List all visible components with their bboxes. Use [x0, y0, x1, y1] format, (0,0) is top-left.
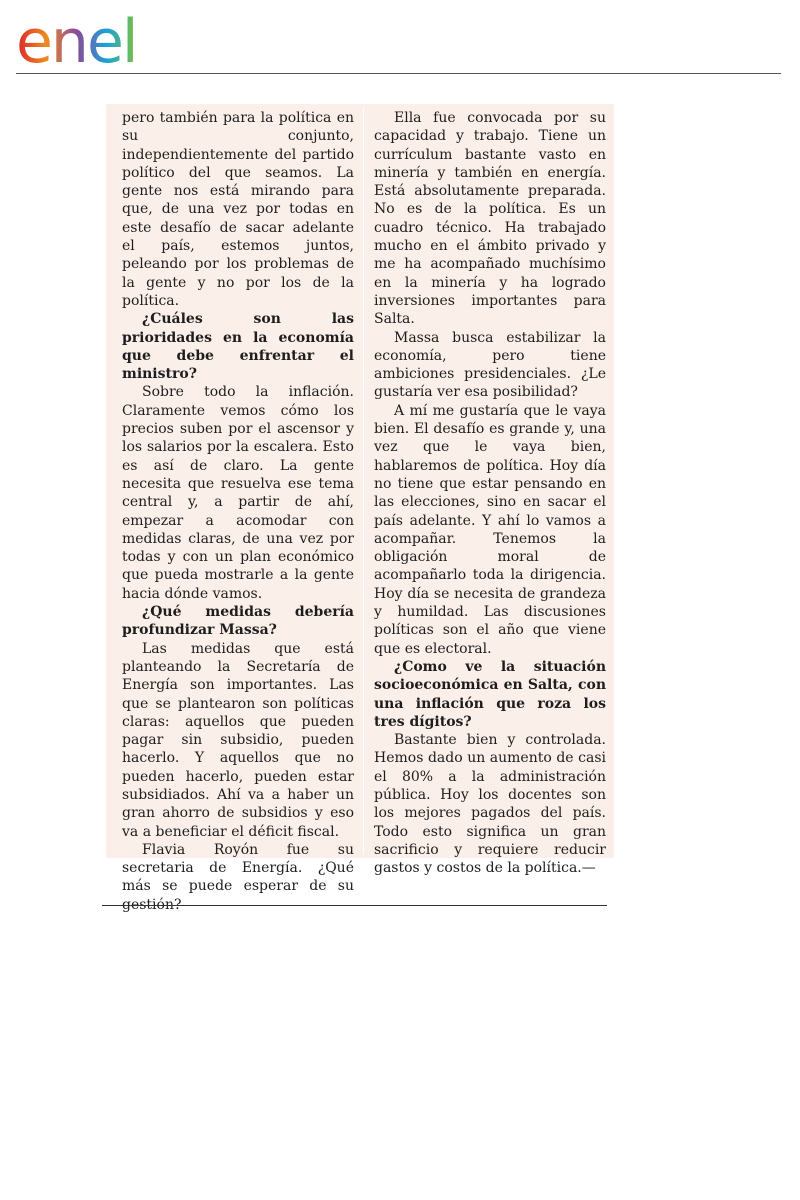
article-clipping [106, 104, 614, 913]
column-divider [363, 108, 364, 854]
interview-question: ¿Como ve la situación socioeconómica en Salta, con una inflación que roza los tres dígitos? [374, 658, 606, 730]
interview-question: ¿Cuáles son las prioridades en la economía que debe enfrentar el ministro? [122, 311, 354, 383]
interview-paragraph: Bastante bien y controlada. Hemos dado un aumento de casi el 80% a la administración pública. Hoy los docentes son los mejores pagados del país. Todo esto significa un gran sacrificio y requiere reducir gastos y costos de la política.— [374, 732, 606, 877]
interview-question: ¿Qué medidas debería profundizar Massa? [122, 604, 354, 639]
interview-paragraph: Las medidas que está planteando la Secretaría de Energía son importantes. Las que se plantearon son políticas claras: aquellos que pueden pagar sin subsidio, pueden hacerlo. Y aquellos que no pueden hacerlo, pueden estar subsidiados. Ahí va a haber un gran ahorro de subsidios y eso va a beneficiar el déficit fiscal. [122, 640, 354, 840]
article-column-right [374, 109, 606, 877]
interview-paragraph: Sobre todo la inflación. Claramente vemos cómo los precios suben por el ascensor y los salarios por la escalera. Esto es así de claro. La gente necesita que resuelva ese tema central y, a partir de ahí, empezar a acomodar con medidas claras, de una vez por todas y con un plan económico que pueda mostrarle a la gente hacia dónde vamos. [122, 384, 354, 602]
footer-rule [102, 905, 607, 906]
enel-logo-text: enel [16, 7, 137, 70]
interview-paragraph: A mí me gustaría que le vaya bien. El desafío es grande y, una vez que le vaya bien, hablaremos de política. Hoy día no tiene que estar pensando en las elecciones, sino en sacar el país adelante. Y ahí lo vamos a acompañar. Tenemos la obligación moral de acompañarlo toda la dirigencia. Hoy día se necesita de grandeza y humildad. Las discusiones políticas son el año que viene que es electoral. [374, 402, 606, 657]
enel-logo [16, 6, 176, 70]
interview-paragraph: Massa busca estabilizar la economía, pero tiene ambiciones presidenciales. ¿Le gustaría ver esa posibilidad? [374, 329, 606, 401]
header-rule [16, 73, 781, 74]
interview-paragraph: Ella fue convocada por su capacidad y trabajo. Tiene un currículum bastante vasto en minería y también en energía. Está absolutamente preparada. No es de la política. Es un cuadro técnico. Ha trabajado mucho en el ámbito privado y me ha acompañado muchísimo en la minería y ha logrado inversiones importantes para Salta. [374, 110, 606, 328]
interview-paragraph: pero también para la política en su conjunto, independientemente del partido político del que seamos. La gente nos está mirando para que, de una vez por todas en este desafío de sacar adelante el país, estemos juntos, peleando por los problemas de la gente y no por los de la política. [122, 110, 354, 309]
interview-paragraph: Flavia Royón fue su secretaria de Energía. ¿Qué más se puede esperar de su gestión? [122, 841, 354, 913]
article-column-left [122, 109, 354, 914]
